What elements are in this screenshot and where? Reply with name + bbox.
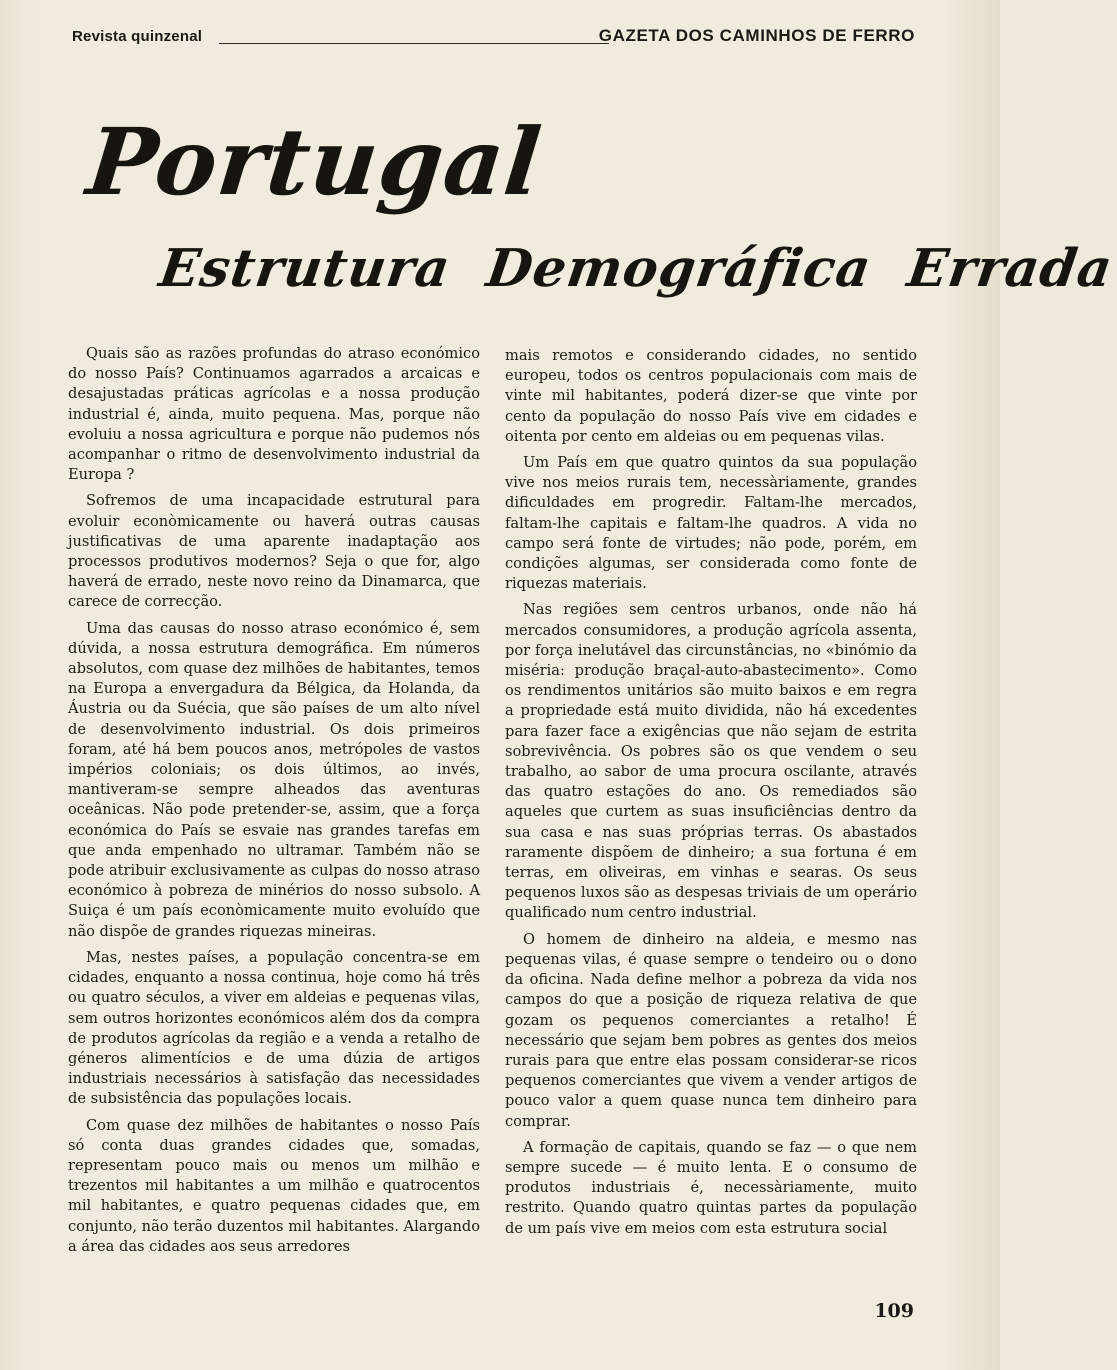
right-column [505, 346, 917, 1245]
paragraph: Mas, nestes países, a população concentra-se em cidades, enquanto a nossa continua, hoje como há três ou quatro séculos, a viver em aldeias e pequenas vilas, sem outros horizontes económicos além dos da compra de produtos agrícolas da região e a venda a retalho de géneros alimentícios e de uma dúzia de artigos industriais necessários à satisfação das necessidades de subsistência das populações locais. [68, 948, 480, 1108]
paragraph: Um País em que quatro quintos da sua população vive nos meios rurais tem, necessàriamente, grandes dificuldades em progredir. Faltam-lhe mercados, faltam-lhe capitais e faltam-lhe quadros. A vida no campo será fonte de virtudes; não pode, porém, em condições algumas, ser considerada como fonte de riquezas materiais. [505, 454, 917, 593]
paragraph: Com quase dez milhões de habitantes o nosso País só conta duas grandes cidades que, somadas, representam pouco mais ou menos um milhão e trezentos mil habitantes a um milhão e quatrocentos mil habitantes, e quatro pequenas cidades que, em conjunto, não terão duzentos mil habitantes. Alargando a área das cidades aos seus arredores [68, 1116, 480, 1255]
article-subtitle: Estrutura Demográfica Errada [155, 238, 1117, 299]
paragraph: O homem de dinheiro na aldeia, e mesmo nas pequenas vilas, é quase sempre o tendeiro ou o dono da oficina. Nada define melhor a pobreza da vida nos campos do que a posição de riqueza relativa de que gozam os pequenos comerciantes a retalho! É necessário que sejam bem pobres as gentes dos meios rurais para que entre elas possam considerar-se ricos pequenos comerciantes que vivem a vender artigos de pouco valor a quem quase nunca tem dinheiro para comprar. [505, 930, 917, 1130]
paragraph: A formação de capitais, quando se faz — o que nem sempre sucede — é muito lenta. E o consumo de produtos industriais é, necessàriamente, muito restrito. Quando quatro quintas partes da população de um país vive em meios com esta estrutura social [505, 1138, 917, 1237]
article-title: Portugal [82, 108, 547, 216]
page-number: 109 [874, 1300, 914, 1322]
header-rule [219, 43, 609, 44]
running-head [72, 26, 915, 48]
paragraph-continued: mais remotos e considerando cidades, no sentido europeu, todos os centros populacionais com mais de vinte mil habitantes, poderá dizer-se que vinte por cento da população do nosso País vive em cidades e oitenta por cento em aldeias ou em pequenas vilas. [505, 347, 917, 445]
paragraph: Nas regiões sem centros urbanos, onde não há mercados consumidores, a produção agrícola assenta, por força inelutável das circunstâncias, no «binómio da miséria: produção braçal-auto-abastecimento». Como os rendimentos unitários são muito baixos e em regra a propriedade está muito dividida, não há excedentes para fazer face a exigências que não sejam de estrita sobrevivência. Os pobres são os que vendem o seu trabalho, ao sabor de uma procura oscilante, através das quatro estações do ano. Os remediados são aqueles que curtem as suas insuficiências dentro da sua casa e nas suas próprias terras. Os abastados raramente dispõem de dinheiro; a sua fortuna é em terras, em oliveiras, em vinhas e searas. Os seus pequenos luxos são as despesas triviais de um operário qualificado num centro industrial. [505, 601, 917, 922]
paragraph: Uma das causas do nosso atraso económico é, sem dúvida, a nossa estrutura demográfica. Em números absolutos, com quase dez milhões de habitantes, temos na Europa a envergadura da Bélgica, da Holanda, da Áustria ou da Suécia, que são países de um alto nível de desenvolvimento industrial. Os dois primeiros foram, até há bem poucos anos, metrópoles de vastos impérios coloniais; os dois últimos, ao invés, mantiveram-se sempre alheados das aventuras oceânicas. Não pode pretender-se, assim, que a força económica do País se esvaie nas grandes tarefas em que anda empenhado no ultramar. Também não se pode atribuir exclusivamente as culpas do nosso atraso económico à pobreza de minérios do nosso subsolo. A Suiça é um país econòmicamente muito evoluído que não dispõe de grandes riquezas mineiras. [68, 619, 480, 940]
paragraph: Quais são as razões profundas do atraso económico do nosso País? Continuamos agarrados a arcaicas e desajustadas práticas agrícolas e a nossa produção industrial é, ainda, muito pequena. Mas, porque não evoluiu a nossa agricultura e porque não pudemos nós acompanhar o ritmo de desenvolvimento industrial da Europa ? [68, 345, 480, 484]
publication-frequency: Revista quinzenal [72, 28, 203, 45]
paragraph: Sofremos de uma incapacidade estrutural para evoluir econòmicamente ou haverá outras causas justificativas de uma aparente inadaptação aos processos produtivos modernos? Seja o que for, algo haverá de errado, neste novo reino da Dinamarca, que carece de correcção. [68, 492, 480, 611]
publication-title: GAZETA DOS CAMINHOS DE FERRO [598, 26, 915, 45]
left-column [68, 344, 480, 1263]
